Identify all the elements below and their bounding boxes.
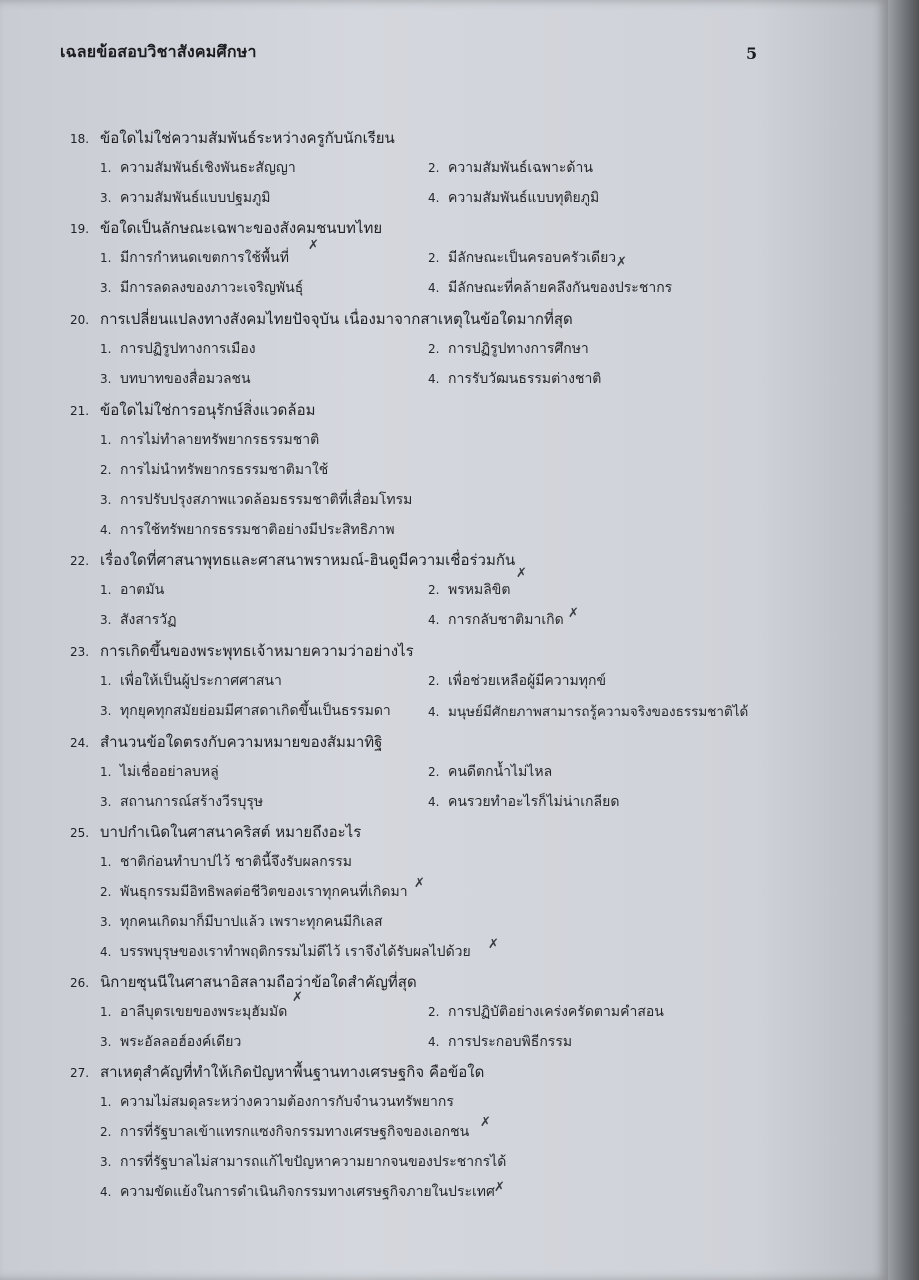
page-number: 5 xyxy=(746,44,758,63)
option xyxy=(100,609,177,631)
question-26 xyxy=(70,970,417,994)
option-text: ความสัมพันธ์แบบปฐมภูมิ xyxy=(120,190,271,206)
option-number: 4. xyxy=(100,1185,112,1199)
question-number: 24. xyxy=(70,736,90,750)
option xyxy=(428,1031,572,1053)
option-number: 1. xyxy=(100,583,112,597)
option xyxy=(100,881,408,903)
option-text: ความสัมพันธ์แบบทุติยภูมิ xyxy=(448,190,600,206)
option-number: 1. xyxy=(100,251,112,265)
option-text: การปฏิรูปทางการศึกษา xyxy=(448,341,589,357)
option xyxy=(100,579,164,601)
handwritten-x-mark: ✗ xyxy=(494,1180,505,1195)
option xyxy=(428,700,748,722)
option-text: การไม่นำทรัพยากรธรรมชาติมาใช้ xyxy=(120,462,329,478)
option-text: ชาติก่อนทำบาปไว้ ชาตินี้จึงรับผลกรรม xyxy=(120,854,352,870)
option-text: พันธุกรรมมีอิทธิพลต่อชีวิตของเราทุกคนที่เกิดมา xyxy=(120,884,408,900)
option-number: 2. xyxy=(100,885,112,899)
option-text: อาลีบุตรเขยของพระมุฮัมมัด xyxy=(120,1004,288,1020)
option-text: ทุกคนเกิดมาก็มีบาปแล้ว เพราะทุกคนมีกิเลส xyxy=(120,914,383,930)
question-19 xyxy=(70,216,382,240)
option xyxy=(100,429,319,451)
option xyxy=(100,247,289,269)
question-22 xyxy=(70,548,515,572)
option xyxy=(100,700,391,722)
option-number: 1. xyxy=(100,855,112,869)
page-header-title: เฉลยข้อสอบวิชาสังคมศึกษา xyxy=(60,42,257,61)
handwritten-x-mark: ✗ xyxy=(616,255,627,270)
option xyxy=(100,338,256,360)
option-number: 2. xyxy=(100,463,112,477)
option-number: 1. xyxy=(100,342,112,356)
question-24 xyxy=(70,730,382,754)
option xyxy=(100,519,395,541)
option-text: การไม่ทำลายทรัพยากรธรรมชาติ xyxy=(120,432,320,448)
option-text: สังสารวัฏ xyxy=(120,612,177,628)
option-number: 2. xyxy=(428,674,440,688)
option-text: ทุกยุคทุกสมัยย่อมมีศาสดาเกิดขึ้นเป็นธรรมดา xyxy=(120,703,391,719)
option-text: การที่รัฐบาลไม่สามารถแก้ไขปัญหาความยากจนของประชากรได้ xyxy=(120,1154,507,1170)
question-number: 18. xyxy=(70,132,90,146)
option-number: 1. xyxy=(100,674,112,688)
option-text: พรหมลิขิต xyxy=(448,582,511,598)
handwritten-x-mark: ✗ xyxy=(308,238,319,253)
option-number: 3. xyxy=(100,1035,112,1049)
option xyxy=(428,277,672,299)
option-number: 3. xyxy=(100,372,112,386)
option xyxy=(100,941,471,963)
option-text: เพื่อให้เป็นผู้ประกาศศาสนา xyxy=(120,673,282,689)
option xyxy=(428,1001,664,1023)
option-text: คนดีตกน้ำไม่ไหล xyxy=(448,764,553,780)
option-text: มีการลดลงของภาวะเจริญพันธุ์ xyxy=(120,280,304,296)
option-number: 1. xyxy=(100,1095,112,1109)
option-text: มีลักษณะที่คล้ายคลึงกันของประชากร xyxy=(448,280,673,296)
question-text: สำนวนข้อใดตรงกับความหมายของสัมมาทิฐิ xyxy=(100,733,383,751)
option-number: 2. xyxy=(428,161,440,175)
question-number: 25. xyxy=(70,826,90,840)
option-number: 4. xyxy=(428,372,440,386)
question-number: 21. xyxy=(70,404,90,418)
option-text: ความขัดแย้งในการดำเนินกิจกรรมทางเศรษฐกิจภายในประเทศ xyxy=(120,1184,495,1200)
option xyxy=(100,761,219,783)
option-number: 2. xyxy=(428,342,440,356)
option-number: 4. xyxy=(428,795,440,809)
option-number: 3. xyxy=(100,281,112,295)
option-number: 3. xyxy=(100,915,112,929)
option-text: การที่รัฐบาลเข้าแทรกแซงกิจกรรมทางเศรษฐกิจของเอกชน xyxy=(120,1124,470,1140)
handwritten-x-mark: ✗ xyxy=(292,990,303,1005)
option xyxy=(428,609,564,631)
option-text: การรับวัฒนธรรมต่างชาติ xyxy=(448,371,602,387)
option-text: ความสัมพันธ์เฉพาะด้าน xyxy=(448,160,593,176)
question-text: สาเหตุสำคัญที่ทำให้เกิดปัญหาพื้นฐานทางเศรษฐกิจ คือข้อใด xyxy=(100,1063,485,1081)
option xyxy=(428,670,606,692)
option xyxy=(100,911,383,933)
question-number: 23. xyxy=(70,645,90,659)
option-text: เพื่อช่วยเหลือผู้มีความทุกข์ xyxy=(448,673,607,689)
question-text: การเปลี่ยนแปลงทางสังคมไทยปัจจุบัน เนื่องมาจากสาเหตุในข้อใดมากที่สุด xyxy=(100,310,573,328)
option xyxy=(100,791,263,813)
option-number: 4. xyxy=(428,613,440,627)
handwritten-x-mark: ✗ xyxy=(516,566,527,581)
option-text: การปฏิบัติอย่างเคร่งครัดตามคำสอน xyxy=(448,1004,664,1020)
option xyxy=(100,1121,469,1143)
option-text: อาตมัน xyxy=(120,582,165,598)
option xyxy=(100,1151,506,1173)
option-number: 3. xyxy=(100,795,112,809)
option-number: 2. xyxy=(428,765,440,779)
question-text: ข้อใดไม่ใช่การอนุรักษ์สิ่งแวดล้อม xyxy=(100,401,316,419)
option-text: การกลับชาติมาเกิด xyxy=(448,612,564,628)
option-text: ความสัมพันธ์เชิงพันธะสัญญา xyxy=(120,160,296,176)
option-number: 3. xyxy=(100,1155,112,1169)
option xyxy=(100,851,352,873)
option xyxy=(100,489,412,511)
option-number: 4. xyxy=(428,191,440,205)
book-edge xyxy=(888,0,919,1280)
question-number: 26. xyxy=(70,976,90,990)
question-18 xyxy=(70,126,395,150)
option-number: 4. xyxy=(100,523,112,537)
option xyxy=(428,761,552,783)
option-text: การปฏิรูปทางการเมือง xyxy=(120,341,256,357)
option xyxy=(428,338,589,360)
option xyxy=(100,277,303,299)
option xyxy=(428,579,510,601)
option-text: การประกอบพิธีกรรม xyxy=(448,1034,573,1050)
option xyxy=(100,1031,241,1053)
option-text: การปรับปรุงสภาพแวดล้อมธรรมชาติที่เสื่อมโทรม xyxy=(120,492,413,508)
option-number: 4. xyxy=(100,945,112,959)
handwritten-x-mark: ✗ xyxy=(488,937,499,952)
option-number: 2. xyxy=(428,1005,440,1019)
option-number: 3. xyxy=(100,191,112,205)
option-number: 1. xyxy=(100,161,112,175)
option-number: 2. xyxy=(428,251,440,265)
option-number: 1. xyxy=(100,433,112,447)
option-text: ไม่เชื่ออย่าลบหลู่ xyxy=(120,764,219,780)
option-text: มีการกำหนดเขตการใช้พื้นที่ xyxy=(120,250,289,266)
option-number: 3. xyxy=(100,704,112,718)
option xyxy=(100,670,282,692)
option-number: 1. xyxy=(100,765,112,779)
option-number: 2. xyxy=(100,1125,112,1139)
option xyxy=(428,791,619,813)
option-text: บรรพบุรุษของเราทำพฤติกรรมไม่ดีไว้ เราจึงได้รับผลไปด้วย xyxy=(120,944,471,960)
option-text: มนุษย์มีศักยภาพสามารถรู้ความจริงของธรรมชาติได้ xyxy=(448,704,749,720)
question-21 xyxy=(70,398,316,422)
option-number: 1. xyxy=(100,1005,112,1019)
option xyxy=(428,247,616,269)
option xyxy=(428,187,599,209)
question-25 xyxy=(70,820,361,844)
option-number: 2. xyxy=(428,583,440,597)
option-text: สถานการณ์สร้างวีรบุรุษ xyxy=(120,794,264,810)
option-number: 4. xyxy=(428,705,440,719)
option xyxy=(428,157,593,179)
question-text: ข้อใดเป็นลักษณะเฉพาะของสังคมชนบทไทย xyxy=(100,219,383,237)
option xyxy=(100,459,328,481)
question-23 xyxy=(70,639,414,663)
question-27 xyxy=(70,1060,484,1084)
question-number: 19. xyxy=(70,222,90,236)
option xyxy=(100,1091,454,1113)
option-text: การใช้ทรัพยากรธรรมชาติอย่างมีประสิทธิภาพ xyxy=(120,522,395,538)
option xyxy=(100,1001,287,1023)
option xyxy=(100,157,296,179)
handwritten-x-mark: ✗ xyxy=(414,876,425,891)
option xyxy=(100,1181,495,1203)
option-number: 3. xyxy=(100,493,112,507)
option-text: บทบาทของสื่อมวลชน xyxy=(120,371,251,387)
option-text: มีลักษณะเป็นครอบครัวเดียว xyxy=(448,250,617,266)
option-number: 4. xyxy=(428,281,440,295)
question-number: 20. xyxy=(70,313,90,327)
option-number: 3. xyxy=(100,613,112,627)
question-text: การเกิดขึ้นของพระพุทธเจ้าหมายความว่าอย่างไร xyxy=(100,642,414,660)
handwritten-x-mark: ✗ xyxy=(480,1115,491,1130)
handwritten-x-mark: ✗ xyxy=(568,606,579,621)
option-number: 4. xyxy=(428,1035,440,1049)
option-text: พระอัลลอฮ์องค์เดียว xyxy=(120,1034,242,1050)
question-text: เรื่องใดที่ศาสนาพุทธและศาสนาพราหมณ์-ฮินดูมีความเชื่อร่วมกัน xyxy=(100,551,516,569)
question-text: นิกายซุนนีในศาสนาอิสลามถือว่าข้อใดสำคัญที่สุด xyxy=(100,973,417,991)
question-text: บาปกำเนิดในศาสนาคริสต์ หมายถึงอะไร xyxy=(100,823,362,841)
option xyxy=(100,187,271,209)
option-text: ความไม่สมดุลระหว่างความต้องการกับจำนวนทรัพยากร xyxy=(120,1094,454,1110)
option-text: คนรวยทำอะไรก็ไม่น่าเกลียด xyxy=(448,794,620,810)
option xyxy=(428,368,601,390)
question-20 xyxy=(70,307,573,331)
question-number: 27. xyxy=(70,1066,90,1080)
question-text: ข้อใดไม่ใช่ความสัมพันธ์ระหว่างครูกับนักเรียน xyxy=(100,129,395,147)
option xyxy=(100,368,251,390)
question-number: 22. xyxy=(70,554,90,568)
